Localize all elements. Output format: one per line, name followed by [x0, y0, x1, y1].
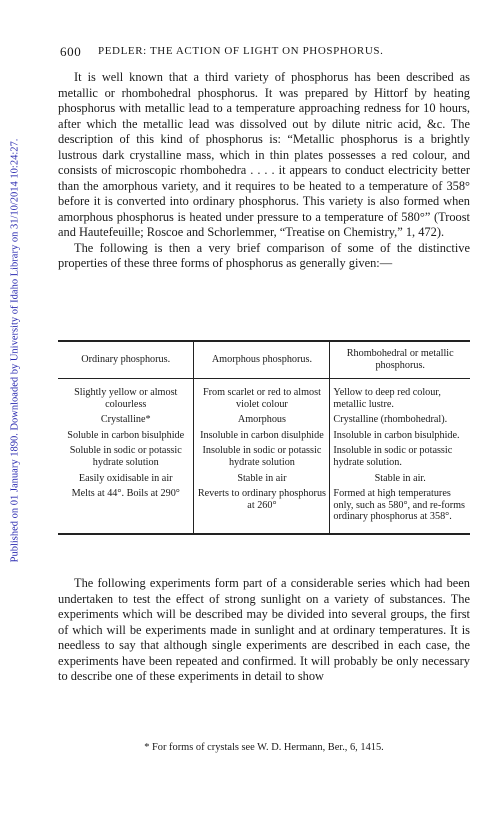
header-rhombohedral: Rhombohedral or metallic phosphorus. [330, 342, 470, 379]
table-cell: Crystalline* [58, 412, 194, 428]
header-ordinary: Ordinary phosphorus. [58, 342, 194, 379]
download-stamp [8, 70, 22, 630]
table-cell: Stable in air. [374, 472, 426, 484]
table-cell: Soluble in carbon bisulphide [58, 428, 194, 444]
table-row [58, 486, 470, 533]
comparison-table [58, 340, 470, 535]
table-cell: Crystalline (rhombohedral). [333, 414, 448, 426]
table-cell: Formed at high temperatures only, such as 580°, and re-forms ordinary phosphorus at 358°. [333, 488, 465, 523]
table-row [58, 379, 470, 413]
experiments-section [58, 576, 470, 685]
table-cell: Insoluble in sodic or potassic hydrate solution. [333, 445, 453, 468]
header-amorphous: Amorphous phosphorus. [194, 342, 330, 379]
page-number: 600 [60, 44, 82, 59]
table-cell: Amorphous [194, 412, 330, 428]
intro-section [58, 70, 470, 272]
table-header-row [58, 342, 470, 379]
table-cell: Reverts to ordinary phosphorus at 260° [194, 486, 330, 533]
table-row [58, 471, 470, 487]
comparison-intro-paragraph: The following is then a very brief comparison of some of the distinctive properties of these three forms of phosphorus as generally given:— [58, 240, 470, 270]
table-cell: Soluble in sodic or potassic hydrate solution [58, 443, 194, 470]
table-cell: Melts at 44°. Boils at 290° [58, 486, 194, 533]
table-cell: Yellow to deep red colour, metallic lustre. [333, 387, 441, 410]
table-cell: From scarlet or red to almost violet colour [194, 379, 330, 413]
footnote: * For forms of crystals see W. D. Hermann, Ber., 6, 1415. [144, 742, 384, 753]
table-cell: Easily oxidisable in air [58, 471, 194, 487]
table-row [58, 443, 470, 470]
table-cell: Insoluble in sodic or potassic hydrate solution [194, 443, 330, 470]
table-cell: Insoluble in carbon bisulphide. [333, 429, 460, 441]
table-cell: Insoluble in carbon disulphide [194, 428, 330, 444]
experiments-paragraph: The following experiments form part of a considerable series which had been undertaken to test the effect of strong sunlight on a variety of substances. The experiments which will be described may be divided into several groups, the first of which will be experiments made in sunlight and at ordinary temperatures. It is needless to say that although single experiments are described in each case, the experiments have been repeated and confirmed. It will probably be only necessary to describe one of these experiments in detail to show [58, 576, 470, 683]
table-row [58, 412, 470, 428]
table-cell: Stable in air [194, 471, 330, 487]
page-header [60, 44, 470, 60]
table-row [58, 428, 470, 444]
download-stamp-text: Published on 01 January 1890. Downloaded by University of Idaho Library on 31/10/2014 10:24:27. [9, 138, 21, 562]
running-title: PEDLER: THE ACTION OF LIGHT ON PHOSPHORUS. [98, 45, 384, 57]
intro-paragraph: It is well known that a third variety of phosphorus has been described as metallic or rhombohedral phosphorus. It was prepared by Hittorf by heating phosphorus with metallic lead to a temperature approaching redness for 10 hours, after which the metallic lead was dissolved out by dilute nitric acid, &c. The description of this kind of phosphorus is: “Metallic phosphorus is a brightly lustrous dark crystalline mass, which in thin plates possesses a red colour, and consists of microscopic rhombohedra . . . . it appears to conduct electricity better than the amorphous variety, and it requires to be heated to a temperature of 358° before it is converted into ordinary phosphorus. This variety is also formed when amorphous phosphorus is heated under pressure to a temperature of 580°” (Troost and Hautefeuille; Roscoe and Schorlemmer, “Treatise on Chemistry,” 1, 472). [58, 70, 470, 239]
table-cell: Slightly yellow or almost colourless [58, 379, 194, 413]
